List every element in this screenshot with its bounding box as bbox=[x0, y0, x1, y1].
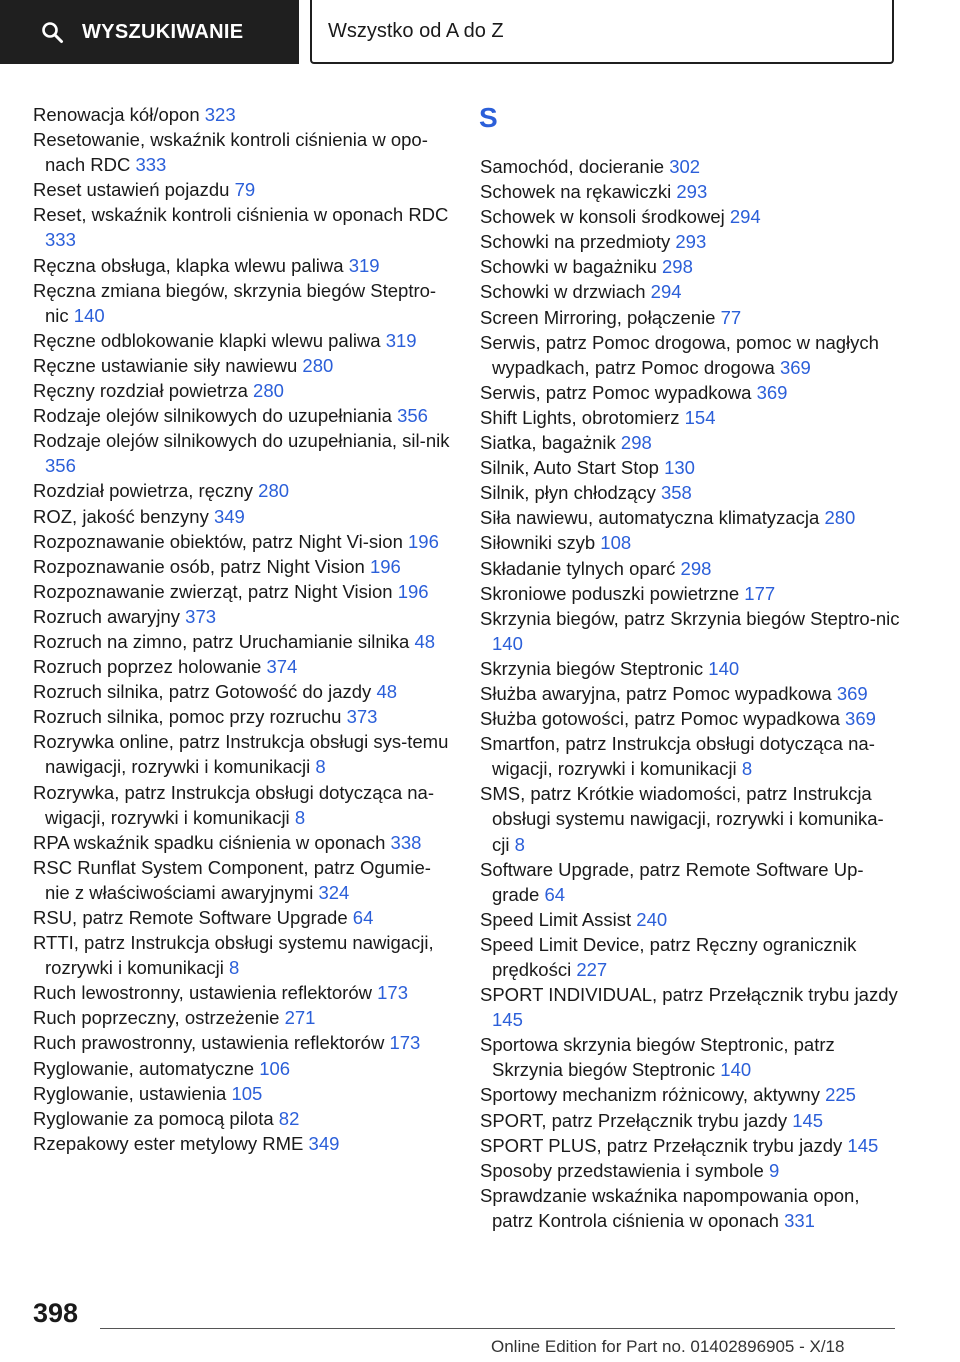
index-entry bbox=[480, 430, 900, 455]
index-entry-text: Sposoby przedstawienia i symbole bbox=[480, 1159, 764, 1181]
page-reference-link[interactable]: 108 bbox=[600, 532, 632, 554]
page-reference-link[interactable]: 293 bbox=[675, 231, 707, 253]
index-entry bbox=[33, 1106, 451, 1131]
page-reference-link[interactable]: 140 bbox=[492, 632, 523, 654]
page-reference-link[interactable]: 356 bbox=[397, 405, 428, 427]
page-reference-link[interactable]: 373 bbox=[346, 706, 378, 728]
page-reference-link[interactable]: 294 bbox=[650, 281, 682, 303]
index-entry bbox=[480, 330, 900, 380]
index-entry bbox=[480, 204, 900, 229]
index-entry-text: Służba awaryjna, patrz Pomoc wypadkowa bbox=[480, 682, 832, 704]
index-entry-text: Screen Mirroring, połączenie bbox=[480, 306, 716, 328]
index-entry bbox=[480, 1183, 900, 1233]
index-entry bbox=[33, 554, 451, 579]
page-reference-link[interactable]: 154 bbox=[684, 406, 716, 428]
page-number: 398 bbox=[33, 1298, 79, 1328]
page-reference-link[interactable]: 369 bbox=[756, 381, 788, 403]
index-entry bbox=[480, 681, 900, 706]
page-reference-link[interactable]: 140 bbox=[73, 304, 105, 326]
index-entry bbox=[480, 731, 900, 781]
index-entry-text: Rozpoznawanie obiektów, patrz Night Vi-sion bbox=[33, 530, 403, 552]
index-entry-text: Schowek w konsoli środkowej bbox=[480, 206, 725, 228]
index-entry-text: Siłowniki szyb bbox=[480, 532, 596, 554]
index-entry bbox=[33, 127, 451, 177]
page-reference-link[interactable]: 369 bbox=[845, 708, 876, 730]
page-reference-link[interactable]: 374 bbox=[266, 656, 298, 678]
page-reference-link[interactable]: 298 bbox=[680, 557, 712, 579]
page-reference-link[interactable]: 48 bbox=[376, 681, 398, 703]
page-reference-link[interactable]: 48 bbox=[414, 630, 436, 652]
page-reference-link[interactable]: 373 bbox=[185, 605, 217, 627]
index-entry-text: Rozruch silnika, patrz Gotowość do jazdy bbox=[33, 681, 372, 703]
index-entry-text: Silnik, Auto Start Stop bbox=[480, 457, 659, 479]
page-reference-link[interactable]: 319 bbox=[348, 254, 380, 276]
index-entry bbox=[33, 428, 451, 478]
index-entry-text: Renowacja kół/opon bbox=[33, 104, 200, 125]
page-reference-link[interactable]: 173 bbox=[389, 1032, 421, 1054]
index-entry bbox=[33, 478, 451, 503]
index-entry bbox=[480, 530, 900, 555]
index-entry-text: Rodzaje olejów silnikowych do uzupełniania, sil-nik bbox=[33, 430, 450, 452]
page-reference-link[interactable]: 338 bbox=[390, 831, 422, 853]
index-entry bbox=[480, 279, 900, 304]
index-entry bbox=[33, 202, 451, 252]
page-reference-link[interactable]: 333 bbox=[135, 154, 167, 176]
index-entry-text: Smartfon, patrz Instrukcja obsługi dotycząca na-wigacji, rozrywki i komunikacji bbox=[480, 733, 875, 780]
page-reference-link[interactable]: 173 bbox=[377, 982, 408, 1004]
index-entry bbox=[480, 1108, 900, 1133]
index-entry bbox=[480, 405, 900, 430]
page-reference-link[interactable]: 145 bbox=[492, 1009, 523, 1031]
page-reference-link[interactable]: 323 bbox=[204, 104, 236, 125]
index-entry bbox=[480, 229, 900, 254]
index-entry bbox=[33, 1056, 451, 1081]
index-entry bbox=[33, 855, 451, 905]
index-entry-text: Reset ustawień pojazdu bbox=[33, 179, 230, 201]
index-entry bbox=[480, 1133, 900, 1158]
page-reference-link[interactable]: 280 bbox=[253, 380, 284, 402]
index-entry-text: Schowki w bagażniku bbox=[480, 256, 657, 278]
index-entry bbox=[480, 706, 900, 731]
index-entry bbox=[480, 606, 900, 656]
index-entry bbox=[480, 480, 900, 505]
page-reference-link[interactable]: 105 bbox=[231, 1082, 263, 1104]
index-entry bbox=[480, 932, 900, 982]
page-reference-link[interactable]: 319 bbox=[385, 329, 417, 351]
index-entry bbox=[33, 980, 451, 1005]
page-reference-link[interactable]: 333 bbox=[45, 229, 76, 251]
index-entry bbox=[33, 177, 451, 202]
index-entry-text: SPORT, patrz Przełącznik trybu jazdy bbox=[480, 1109, 788, 1131]
index-entry-text: RSU, patrz Remote Software Upgrade bbox=[33, 907, 348, 928]
index-entry bbox=[33, 629, 451, 654]
index-entry-text: Rozruch silnika, pomoc przy rozruchu bbox=[33, 706, 342, 728]
index-entry bbox=[33, 604, 451, 629]
page-reference-link[interactable]: 145 bbox=[792, 1109, 824, 1131]
index-entry bbox=[33, 1005, 451, 1030]
index-entry-text: Rozruch na zimno, patrz Uruchamianie silnika bbox=[33, 630, 410, 652]
page-reference-link[interactable]: 358 bbox=[660, 482, 692, 504]
index-entry bbox=[33, 905, 451, 930]
search-button[interactable] bbox=[0, 0, 299, 64]
index-entry-text: Ruch lewostronny, ustawienia reflektorów bbox=[33, 982, 372, 1004]
index-entry bbox=[33, 579, 451, 604]
index-entry bbox=[480, 380, 900, 405]
page-reference-link[interactable]: 225 bbox=[825, 1084, 856, 1106]
index-entry-text: Rozrywka, patrz Instrukcja obsługi dotycząca na-wigacji, rozrywki i komunikacji bbox=[33, 781, 435, 828]
index-entry-text: Schowek na rękawiczki bbox=[480, 181, 672, 203]
index-entry-text: Siła nawiewu, automatyczna klimatyzacja bbox=[480, 507, 820, 529]
index-entry-text: Ryglowanie, ustawienia bbox=[33, 1082, 227, 1104]
search-button-label: WYSZUKIWANIE bbox=[82, 20, 244, 43]
index-entry bbox=[33, 504, 451, 529]
index-entry bbox=[480, 556, 900, 581]
index-entry bbox=[33, 102, 451, 127]
page-reference-link[interactable]: 196 bbox=[408, 530, 439, 552]
page-reference-link[interactable]: 8 bbox=[741, 758, 753, 780]
index-entry-text: Serwis, patrz Pomoc drogowa, pomoc w nagłych wypadkach, patrz Pomoc drogowa bbox=[480, 331, 879, 378]
index-entry-text: Sprawdzanie wskaźnika napompowania opon, patrz Kontrola ciśnienia w oponach bbox=[480, 1184, 860, 1231]
index-entry-text: Rozdział powietrza, ręczny bbox=[33, 480, 254, 502]
page-reference-link[interactable]: 280 bbox=[302, 354, 334, 376]
page-reference-link[interactable]: 294 bbox=[729, 206, 761, 228]
page-reference-link[interactable]: 280 bbox=[824, 507, 856, 529]
index-entry-text: Rozrywka online, patrz Instrukcja obsługi sys-temu nawigacji, rozrywki i komunikacji bbox=[33, 731, 449, 778]
page-reference-link[interactable]: 8 bbox=[315, 756, 326, 778]
page-reference-link[interactable]: 227 bbox=[576, 959, 608, 980]
index-entry-text: Schowki na przedmioty bbox=[480, 231, 671, 253]
index-entry bbox=[33, 353, 451, 378]
index-entry bbox=[33, 529, 451, 554]
search-icon bbox=[40, 20, 64, 44]
index-entry-text: SPORT INDIVIDUAL, patrz Przełącznik trybu jazdy bbox=[480, 984, 898, 1006]
index-entry-text: Ręczny rozdział powietrza bbox=[33, 380, 248, 402]
index-entry bbox=[33, 1131, 451, 1156]
index-entry bbox=[33, 679, 451, 704]
page-reference-link[interactable]: 8 bbox=[229, 957, 240, 979]
index-entry-text: Służba gotowości, patrz Pomoc wypadkowa bbox=[480, 708, 840, 730]
page-reference-link[interactable]: 145 bbox=[847, 1134, 879, 1156]
index-entry bbox=[480, 857, 900, 907]
index-entry bbox=[33, 654, 451, 679]
index-entry-text: Silnik, płyn chłodzący bbox=[480, 482, 656, 504]
page-reference-link[interactable]: 280 bbox=[258, 480, 290, 502]
index-entry bbox=[480, 254, 900, 279]
page-reference-link[interactable]: 9 bbox=[768, 1159, 780, 1181]
index-column-right bbox=[480, 102, 900, 1233]
index-entry-text: Rzepakowy ester metylowy RME bbox=[33, 1132, 304, 1154]
index-entry-text: Ręczne ustawianie siły nawiewu bbox=[33, 354, 298, 376]
index-entry-text: Samochód, docieranie bbox=[480, 156, 665, 177]
index-entry-text: Ruch prawostronny, ustawienia reflektorów bbox=[33, 1032, 385, 1054]
page-reference-link[interactable]: 298 bbox=[620, 432, 652, 454]
page-reference-link[interactable]: 349 bbox=[308, 1132, 340, 1154]
page-reference-link[interactable]: 349 bbox=[213, 505, 245, 527]
index-entry-text: Schowki w drzwiach bbox=[480, 281, 646, 303]
index-entry-text: Składanie tylnych oparć bbox=[480, 557, 676, 579]
index-entry-text: Shift Lights, obrotomierz bbox=[480, 406, 680, 428]
index-entry-text: Ryglowanie za pomocą pilota bbox=[33, 1107, 274, 1129]
index-entry-text: RTTI, patrz Instrukcja obsługi systemu nawigacji, rozrywki i komunikacji bbox=[33, 932, 434, 979]
page-reference-link[interactable]: 369 bbox=[779, 356, 811, 378]
index-entry bbox=[33, 729, 451, 779]
index-entry bbox=[33, 1030, 451, 1055]
index-entries-right bbox=[480, 154, 900, 1233]
page-reference-link[interactable]: 356 bbox=[45, 455, 76, 477]
index-entry bbox=[480, 1158, 900, 1183]
edition-footer: Online Edition for Part no. 01402896905 - X/18 bbox=[491, 1337, 845, 1356]
page-reference-link[interactable]: 331 bbox=[784, 1209, 815, 1231]
index-entry-text: Rozruch awaryjny bbox=[33, 605, 181, 627]
index-entry-text: Ryglowanie, automatyczne bbox=[33, 1057, 255, 1079]
page-reference-link[interactable]: 106 bbox=[259, 1057, 291, 1079]
index-entry-text: Rozpoznawanie zwierząt, patrz Night Vision bbox=[33, 580, 393, 602]
index-entry-text: Resetowanie, wskaźnik kontroli ciśnienia w opo-nach RDC bbox=[33, 129, 428, 176]
page-reference-link[interactable]: 8 bbox=[514, 833, 525, 855]
index-entry bbox=[33, 830, 451, 855]
page-reference-link[interactable]: 79 bbox=[234, 179, 256, 201]
page-reference-link[interactable]: 196 bbox=[397, 580, 429, 602]
index-entry-text: SPORT PLUS, patrz Przełącznik trybu jazdy bbox=[480, 1134, 843, 1156]
index-entry bbox=[33, 704, 451, 729]
index-entry bbox=[33, 403, 451, 428]
index-entry-text: Rodzaje olejów silnikowych do uzupełniania bbox=[33, 405, 392, 427]
index-entry bbox=[480, 581, 900, 606]
index-column-left bbox=[33, 102, 451, 1156]
index-entry bbox=[480, 505, 900, 530]
section-letter: S bbox=[479, 102, 498, 133]
index-entry-text: Siatka, bagażnik bbox=[480, 432, 616, 454]
page-reference-link[interactable]: 302 bbox=[669, 156, 701, 177]
index-entry bbox=[480, 179, 900, 204]
index-entry bbox=[480, 1082, 900, 1107]
index-entry-text: Serwis, patrz Pomoc wypadkowa bbox=[480, 381, 752, 403]
index-entry bbox=[33, 378, 451, 403]
index-entry bbox=[480, 907, 900, 932]
index-entry-text: Reset, wskaźnik kontroli ciśnienia w oponach RDC bbox=[33, 204, 449, 226]
index-entry-text: ROZ, jakość benzyny bbox=[33, 505, 209, 527]
footer-divider bbox=[100, 1328, 895, 1329]
index-entry-text: RPA wskaźnik spadku ciśnienia w oponach bbox=[33, 831, 386, 853]
page-reference-link[interactable]: 293 bbox=[676, 181, 708, 203]
page-reference-link[interactable]: 177 bbox=[744, 582, 776, 604]
index-entry-text: Speed Limit Device, patrz Ręczny ogranicznik prędkości bbox=[480, 933, 857, 980]
index-entry-text: RSC Runflat System Component, patrz Ogumie-nie z właściwościami awaryjnymi bbox=[33, 856, 431, 903]
page-reference-link[interactable]: 324 bbox=[318, 881, 350, 903]
page-reference-link[interactable]: 271 bbox=[284, 1007, 316, 1029]
section-title-tab[interactable] bbox=[310, 0, 894, 64]
index-entry-text: Ruch poprzeczny, ostrzeżenie bbox=[33, 1007, 280, 1029]
index-entry-text: Rozpoznawanie osób, patrz Night Vision bbox=[33, 555, 365, 577]
index-entry bbox=[480, 656, 900, 681]
index-entry bbox=[480, 154, 900, 179]
index-entry bbox=[33, 780, 451, 830]
page-reference-link[interactable]: 140 bbox=[720, 1059, 752, 1081]
page-reference-link[interactable]: 369 bbox=[836, 682, 868, 704]
page-reference-link[interactable]: 196 bbox=[369, 555, 401, 577]
index-entry-text: Skrzynia biegów, patrz Skrzynia biegów Steptro-nic bbox=[480, 607, 900, 629]
index-entry-text: Sportowy mechanizm różnicowy, aktywny bbox=[480, 1084, 820, 1106]
index-entry-text: Sportowa skrzynia biegów Steptronic, patrz Skrzynia biegów Steptronic bbox=[480, 1034, 835, 1081]
index-entry bbox=[480, 305, 900, 330]
page-reference-link[interactable]: 82 bbox=[278, 1107, 300, 1129]
page-reference-link[interactable]: 77 bbox=[720, 306, 742, 328]
index-entry bbox=[33, 328, 451, 353]
page-reference-link[interactable]: 130 bbox=[664, 457, 695, 479]
index-entry bbox=[480, 781, 900, 856]
index-entry bbox=[480, 455, 900, 480]
index-entry-text: Ręczne odblokowanie klapki wlewu paliwa bbox=[33, 329, 381, 351]
index-entry bbox=[480, 1032, 900, 1082]
page-reference-link[interactable]: 8 bbox=[294, 806, 306, 828]
page-reference-link[interactable]: 64 bbox=[352, 907, 374, 928]
index-entry-text: Speed Limit Assist bbox=[480, 908, 632, 930]
page-reference-link[interactable]: 140 bbox=[708, 657, 740, 679]
index-entry-text: Software Upgrade, patrz Remote Software Up-grade bbox=[480, 858, 864, 905]
page-reference-link[interactable]: 64 bbox=[544, 883, 566, 905]
index-entry bbox=[33, 1081, 451, 1106]
page-reference-link[interactable]: 298 bbox=[662, 256, 693, 278]
index-entry-text: Rozruch poprzez holowanie bbox=[33, 656, 262, 678]
index-entry-text: Ręczna zmiana biegów, skrzynia biegów Steptro-nic bbox=[33, 279, 437, 326]
index-entry bbox=[33, 253, 451, 278]
index-entry-text: Skrzynia biegów Steptronic bbox=[480, 657, 704, 679]
index-entry bbox=[33, 278, 451, 328]
index-entry-text: SMS, patrz Krótkie wiadomości, patrz Instrukcja obsługi systemu nawigacji, rozrywki i komunika-cji bbox=[480, 783, 884, 855]
index-entry bbox=[33, 930, 451, 980]
page-reference-link[interactable]: 240 bbox=[636, 908, 668, 930]
section-title: Wszystko od A do Z bbox=[328, 19, 504, 42]
top-navigation-bar bbox=[0, 0, 960, 66]
index-entry-text: Ręczna obsługa, klapka wlewu paliwa bbox=[33, 254, 344, 276]
index-entry-text: Skroniowe poduszki powietrzne bbox=[480, 582, 740, 604]
index-entry bbox=[480, 982, 900, 1032]
